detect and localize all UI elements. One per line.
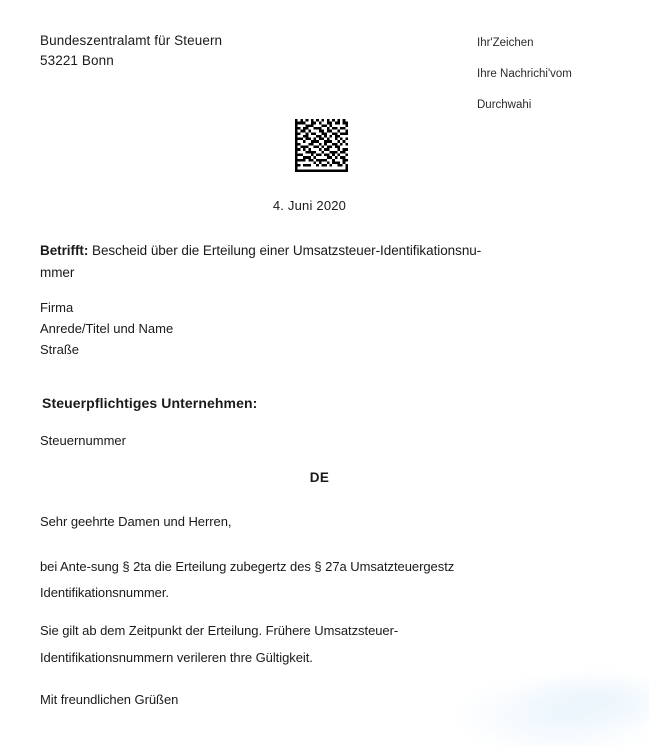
subject-text-line-1: Bescheid über die Erteilung einer Umsatzsteuer-Identifikationsnu-: [92, 243, 482, 258]
closing-greeting: Mit freundlichen Grüßen: [40, 692, 179, 707]
body-paragraph-1-line-2: Identifikationsnummer.: [40, 585, 169, 600]
body-paragraph-1: [40, 554, 580, 606]
document-date: 4. Juni 2020: [272, 198, 347, 213]
recipient-line-1: Firma: [40, 300, 74, 315]
sender-postal: 53221 Bonn: [40, 53, 114, 68]
body-paragraph-2: [40, 617, 560, 671]
reference-column: [477, 36, 572, 113]
sender-authority: Bundeszentralamt für Steuern: [40, 33, 223, 48]
recipient-line-3: Straße: [40, 342, 80, 357]
direct-dial-label: Durchwahi: [477, 99, 532, 111]
data-matrix-barcode-icon: [292, 119, 351, 172]
body-paragraph-2-line-2: Identifikationsnummern verileren thre Gültigkeit.: [40, 650, 313, 665]
body-paragraph-2-line-1: Sie gilt ab dem Zeitpunkt der Erteilung. Frühere Umsatzsteuer-: [40, 623, 399, 638]
subject-label: Betrifft:: [40, 243, 89, 258]
salutation: Sehr geehrte Damen und Herren,: [40, 514, 232, 529]
recipient-address-block: [40, 297, 173, 360]
body-paragraph-1-line-1: bei Ante-sung § 2ta die Erteilung zubegertz des § 27a Umsatzteuergestz: [40, 559, 455, 574]
recipient-line-2: Anrede/Titel und Name: [40, 321, 174, 336]
sender-block: [40, 31, 222, 71]
vat-identification-number: DE: [309, 470, 330, 485]
subject-line: [40, 240, 568, 284]
your-message-of-label: Ihre Nachrichi'vom: [477, 68, 572, 80]
taxable-company-heading: Steuerpflichtiges Unternehmen:: [42, 395, 258, 411]
your-reference-label: Ihr'Zeichen: [477, 37, 534, 49]
tax-number-label: Steuernummer: [40, 433, 126, 448]
subject-text-line-2: mmer: [40, 265, 75, 280]
